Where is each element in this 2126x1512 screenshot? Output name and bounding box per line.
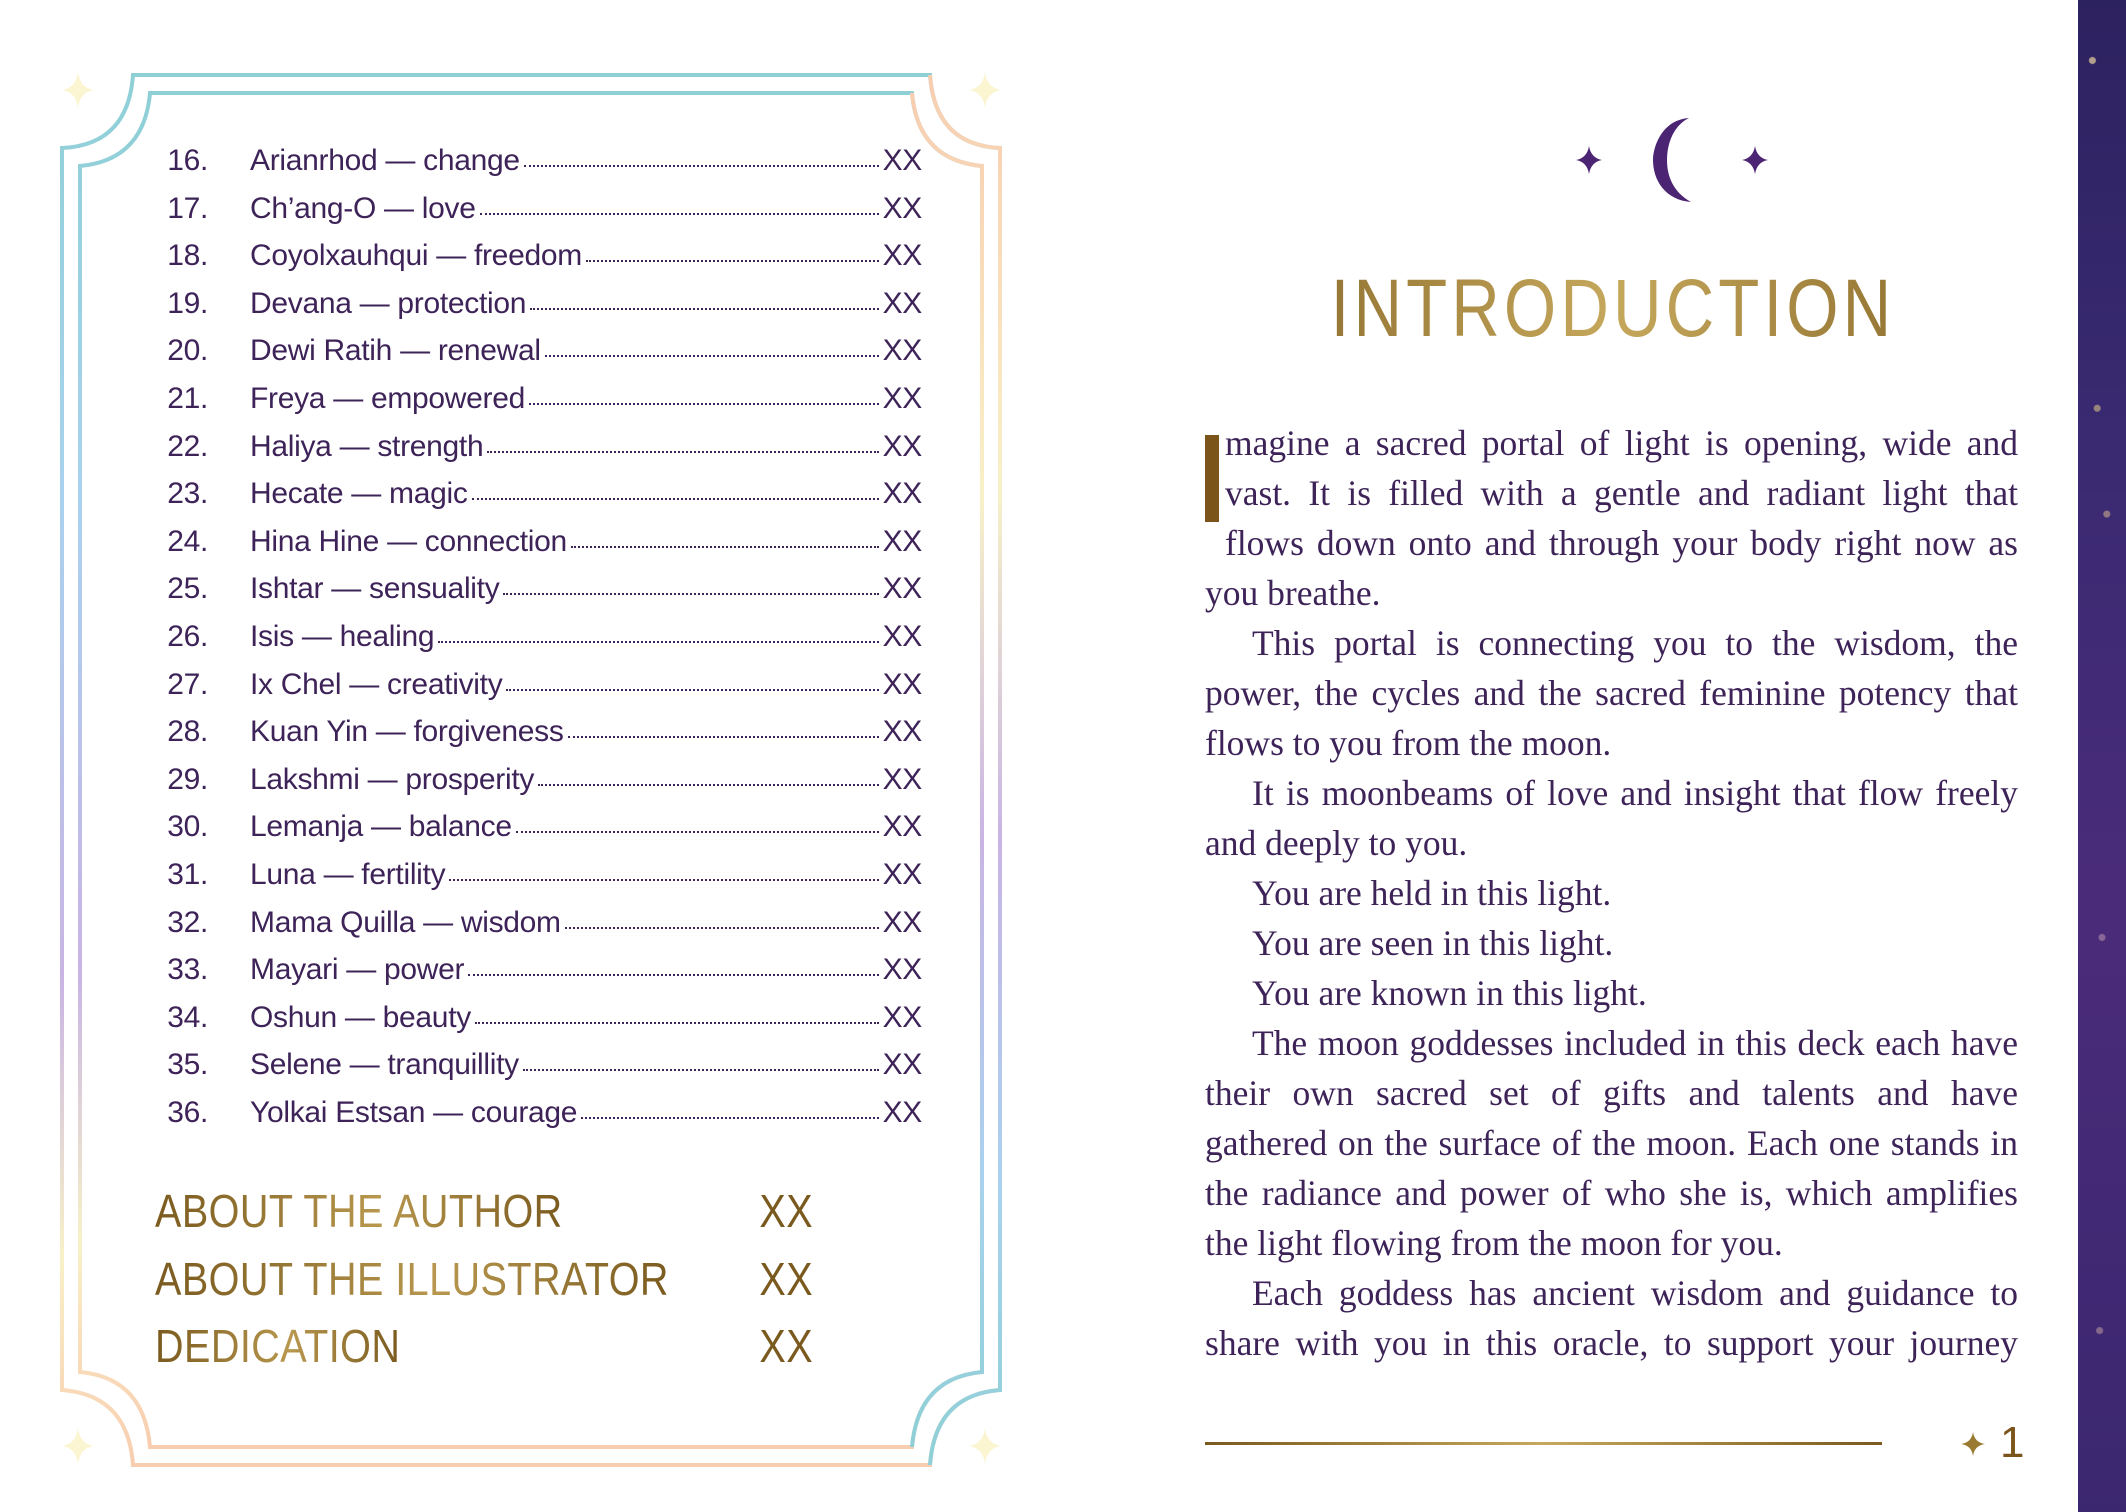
toc-entry[interactable] [150, 477, 922, 525]
toc-entry-page: XX [882, 905, 922, 939]
toc-entry-title: Lemanja — balance [250, 810, 512, 844]
paragraph: You are seen in this light. [1252, 923, 1614, 963]
toc-entry[interactable] [150, 715, 922, 763]
toc-entry[interactable] [150, 144, 922, 192]
toc-entry-title: Coyolxauhqui — freedom [250, 239, 582, 273]
toc-entry[interactable] [150, 239, 922, 287]
toc-entry[interactable] [150, 525, 922, 573]
page-title: INTRODUCTION [1162, 262, 2064, 356]
paragraph: The moon goddesses included in this deck each have their own sacred set of gifts and talents and have gathered on the surface of the moon. Each one stands in the radiance and power of who she is, which amplifies the light flowing from the moon for you. [1205, 1023, 2018, 1263]
toc-entry-page: XX [882, 572, 922, 606]
dot-leader [529, 401, 879, 405]
toc-entry-number: 36. [167, 1095, 208, 1129]
toc-entry[interactable] [150, 953, 922, 1001]
toc-entry-page: XX [882, 334, 922, 368]
toc-entry-title: Selene — tranquillity [250, 1048, 519, 1082]
paragraph [1205, 418, 2018, 618]
toc-entry-number: 18. [167, 239, 208, 273]
toc-entry-title: Mama Quilla — wisdom [250, 905, 561, 939]
toc-entry-number: 30. [167, 810, 208, 844]
starry-edge-strip [2078, 0, 2126, 1512]
toc-entry[interactable] [150, 858, 922, 906]
toc-entry-page: XX [882, 429, 922, 463]
toc-entry-page: XX [882, 477, 922, 511]
toc-sections [155, 1184, 922, 1387]
dot-leader [545, 353, 879, 357]
section-page: XX [759, 1320, 814, 1372]
toc-section-about-author[interactable] [155, 1184, 920, 1252]
toc-entry-title: Yolkai Estsan — courage [250, 1095, 578, 1129]
dot-leader [523, 1067, 879, 1071]
dot-leader [538, 782, 878, 786]
dot-leader [568, 734, 879, 738]
toc-entry-page: XX [882, 667, 922, 701]
toc-entry-page: XX [882, 239, 922, 273]
dot-leader [503, 591, 878, 595]
toc-entry-number: 23. [167, 477, 208, 511]
toc-entry-number: 20. [167, 334, 208, 368]
star-icon [1576, 146, 1602, 174]
toc-entry[interactable] [150, 810, 922, 858]
toc-entry-title: Devana — protection [250, 286, 527, 320]
dot-leader [480, 211, 879, 215]
paragraph: It is moonbeams of love and insight that flow freely and deeply to you. [1205, 773, 2018, 863]
toc-entry-number: 22. [167, 429, 208, 463]
section-label: ABOUT THE AUTHOR [155, 1185, 563, 1237]
toc-entry-page: XX [882, 1048, 922, 1082]
dot-leader [506, 687, 878, 691]
toc-entry-title: Haliya — strength [250, 429, 484, 463]
toc-list [150, 144, 922, 1143]
toc-entry-title: Freya — empowered [250, 381, 526, 415]
toc-entry-number: 32. [167, 905, 208, 939]
dot-leader [581, 1115, 878, 1119]
toc-entry-page: XX [882, 524, 922, 558]
paragraph: This portal is connecting you to the wisdom, the power, the cycles and the sacred feminine potency that flows to you from the moon. [1205, 623, 2018, 763]
toc-entry-page: XX [882, 144, 922, 177]
dot-leader [586, 258, 879, 262]
dot-leader [468, 972, 878, 976]
dot-leader [565, 925, 879, 929]
toc-entry-page: XX [882, 715, 922, 749]
toc-entry-number: 34. [167, 1000, 208, 1034]
toc-entry-number: 21. [167, 381, 208, 415]
toc-entry-title: Arianrhod — change [250, 144, 520, 177]
toc-entry-page: XX [882, 762, 922, 796]
toc-entry-page: XX [882, 619, 922, 653]
toc-entry-title: Dewi Ratih — renewal [250, 334, 541, 368]
toc-entry[interactable] [150, 287, 922, 335]
toc-entry-number: 35. [167, 1048, 208, 1082]
toc-entry[interactable] [150, 620, 922, 668]
toc-section-about-illustrator[interactable] [155, 1252, 920, 1320]
toc-entry-title: Ix Chel — creativity [250, 667, 503, 701]
toc-entry[interactable] [150, 572, 922, 620]
toc-entry-number: 31. [167, 857, 208, 891]
star-icon [1742, 146, 1768, 174]
toc-entry[interactable] [150, 1096, 922, 1144]
toc-entry-title: Kuan Yin — forgiveness [250, 715, 564, 749]
toc-entry-page: XX [882, 1095, 922, 1129]
toc-entry-number: 27. [167, 667, 208, 701]
drop-cap [1205, 435, 1219, 522]
toc-entry[interactable] [150, 1001, 922, 1049]
toc-entry[interactable] [150, 192, 922, 240]
toc-entry-title: Isis — healing [250, 619, 435, 653]
toc-entry-page: XX [882, 1000, 922, 1034]
right-page-introduction [1063, 0, 2078, 1512]
toc-entry-title: Oshun — beauty [250, 1000, 471, 1034]
dot-leader [571, 544, 879, 548]
introduction-body [1205, 418, 2018, 1368]
section-label: ABOUT THE ILLUSTRATOR [155, 1252, 669, 1305]
star-icon [1961, 1432, 1985, 1456]
toc-section-dedication[interactable] [155, 1319, 920, 1387]
toc-entry-title: Mayari — power [250, 953, 465, 987]
toc-entry[interactable] [150, 334, 922, 382]
paragraph: You are known in this light. [1252, 973, 1647, 1013]
toc-entry[interactable] [150, 763, 922, 811]
toc-entry[interactable] [150, 430, 922, 478]
toc-entry-title: Luna — fertility [250, 857, 446, 891]
paragraph-text: magine a sacred portal of light is opening, wide and vast. It is filled with a gentle and radiant light that flows down onto and through your body right now as you breathe. [1205, 423, 2018, 613]
toc-entry[interactable] [150, 906, 922, 954]
paragraph: Each goddess has ancient wisdom and guidance to share with you in this oracle, to support your journey [1205, 1273, 2018, 1363]
dot-leader [475, 1020, 879, 1024]
toc-entry[interactable] [150, 1048, 922, 1096]
paragraph: You are held in this light. [1252, 873, 1612, 913]
toc-entry-number: 17. [167, 191, 208, 225]
toc-entry-title: Hina Hine — connection [250, 524, 567, 558]
toc-entry-title: Ishtar — sensuality [250, 572, 500, 606]
section-label: DEDICATION [155, 1320, 401, 1372]
dot-leader [524, 163, 879, 167]
dot-leader [530, 306, 878, 310]
dot-leader [516, 829, 879, 833]
dot-leader [449, 877, 878, 881]
toc-entry-number: 33. [167, 953, 208, 987]
section-page: XX [759, 1252, 814, 1305]
dot-leader [438, 639, 878, 643]
moon-ornament [1569, 108, 1769, 208]
toc-entry-number: 26. [167, 619, 208, 653]
toc-entry-title: Hecate — magic [250, 477, 468, 511]
toc-entry-number: 19. [167, 286, 208, 320]
dot-leader [487, 449, 878, 453]
footer-rule [1205, 1442, 1882, 1445]
toc-entry[interactable] [150, 668, 922, 716]
section-page: XX [759, 1185, 814, 1237]
page-number: 1 [2000, 1418, 2025, 1467]
toc-entry-page: XX [882, 953, 922, 987]
toc-entry-number: 29. [167, 762, 208, 796]
toc-entry[interactable] [150, 382, 922, 430]
toc-entry-title: Ch’ang-O — love [250, 191, 476, 225]
crescent-moon-icon [1653, 118, 1691, 202]
toc-entry-page: XX [882, 857, 922, 891]
toc-entry-number: 16. [167, 144, 208, 177]
toc-entry-page: XX [882, 191, 922, 225]
toc-entry-page: XX [882, 286, 922, 320]
toc-entry-number: 28. [167, 715, 208, 749]
toc-entry-number: 24. [167, 524, 208, 558]
toc-entry-title: Lakshmi — prosperity [250, 762, 535, 796]
toc-entry-page: XX [882, 381, 922, 415]
toc-entry-page: XX [882, 810, 922, 844]
toc-entry-number: 25. [167, 572, 208, 606]
dot-leader [472, 496, 879, 500]
